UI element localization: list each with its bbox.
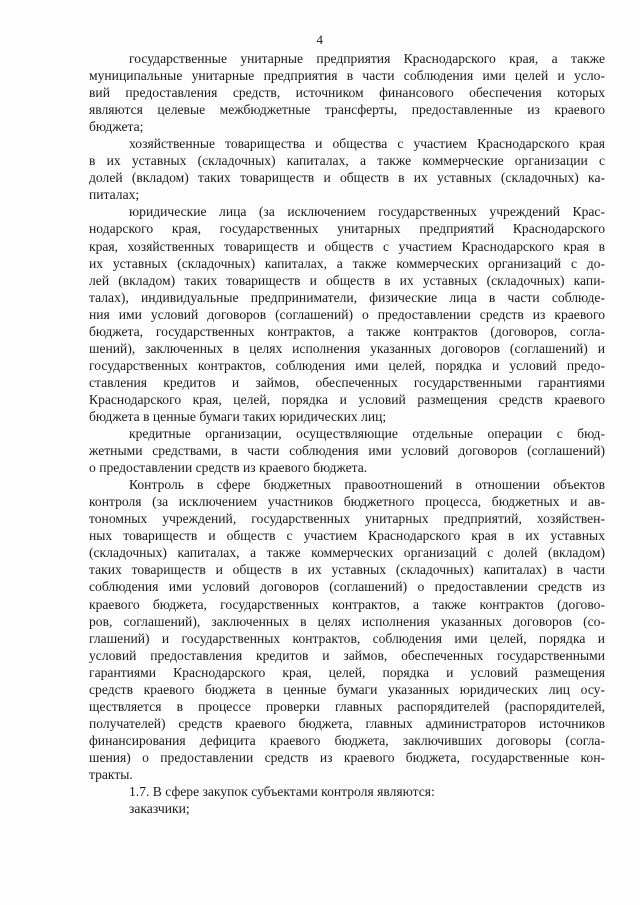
text-line: глашений) и государственных контрактов, соблюдения ими целей, порядка и — [89, 630, 605, 646]
text-line: бюджета в ценные бумаги таких юридических лиц; — [89, 408, 387, 424]
text-line: Контроль в сфере бюджетных правоотношений в отношении объектов — [129, 477, 605, 493]
text-line: заказчики; — [129, 801, 190, 817]
text-line: финансирования дефицита краевого бюджета, заключивших договоры (согла- — [89, 732, 605, 748]
text-line: условий предоставления кредитов и займов, обеспеченных государственными — [89, 647, 605, 663]
text-line: муниципальные унитарные предприятия в части соблюдения ими целей и усло- — [89, 68, 605, 84]
text-line: вий предоставления средств, источником финансового обеспечения которых — [89, 85, 605, 101]
text-line: таких товариществ и обществ в их уставных (складочных) капиталах) в части — [89, 562, 605, 578]
text-line: соблюдения ими условий договоров (соглашений) о предоставлении средств из — [89, 579, 605, 595]
text-line: средств краевого бюджета в ценные бумаги указанных юридических лиц осу- — [89, 681, 605, 697]
text-line: юридические лица (за исключением государственных учреждений Крас- — [129, 204, 605, 220]
text-line: контроля (за исключением участников бюджетного процесса, бюджетных и ав- — [89, 494, 605, 510]
text-line: ществляется в процессе проверки главных распорядителей (распорядителей, — [89, 698, 605, 714]
text-line: Краснодарского края, целей, порядка и условий размещения средств краевого — [89, 391, 605, 407]
text-line: питалах; — [89, 187, 140, 203]
text-line: получателей) средств краевого бюджета, главных администраторов источников — [89, 715, 605, 731]
text-line: жетными средствами, в части соблюдения ими условий договоров (соглашений) — [89, 443, 605, 459]
document-body-text — [89, 50, 605, 817]
text-line: в их уставных (складочных) капиталах, а также коммерческие организации с — [89, 153, 605, 169]
text-line: кредитные организации, осуществляющие отдельные операции с бюд- — [129, 426, 605, 442]
text-line: краевого бюджета, государственных контрактов, а также контрактов (догово- — [89, 596, 605, 612]
text-line: тракты. — [89, 766, 133, 782]
text-line: долей (вкладом) таких товариществ и обществ в их уставных (складочных) ка- — [89, 170, 605, 186]
text-line: нодарского края, государственных унитарных предприятий Краснодарского — [89, 221, 605, 237]
text-line: являются целевые межбюджетные трансферты, предоставленные из краевого — [89, 102, 605, 118]
text-line: государственных контрактов, соблюдения ими целей, порядка и условий предо- — [89, 357, 605, 373]
text-line: гарантиями Краснодарского края, целей, порядка и условий размещения — [89, 664, 605, 680]
text-line: тономных учреждений, государственных унитарных предприятий, хозяйствен- — [89, 511, 605, 527]
text-line: ставления кредитов и займов, обеспеченных государственными гарантиями — [89, 374, 605, 390]
text-line: бюджета; — [89, 119, 144, 135]
text-line: хозяйственные товарищества и общества с участием Краснодарского края — [129, 136, 605, 152]
text-line: 1.7. В сфере закупок субъектами контроля являются: — [129, 784, 435, 800]
text-line: о предоставлении средств из краевого бюджета. — [89, 460, 368, 476]
text-line: шений), заключенных в целях исполнения указанных договоров (соглашений) и — [89, 340, 605, 356]
text-line: лей (вкладом) таких товариществ и обществ в их уставных (складочных) капи- — [89, 272, 605, 288]
text-line: ния ими условий договоров (соглашений) о предоставлении средств из краевого — [89, 306, 605, 322]
text-line: талах), индивидуальные предприниматели, физические лица в части соблюде- — [89, 289, 605, 305]
page-number: 4 — [316, 32, 324, 47]
text-line: ров, соглашений), заключенных в целях исполнения указанных договоров (со- — [89, 613, 605, 629]
text-line: государственные унитарные предприятия Краснодарского края, а также — [129, 51, 605, 66]
text-line: ных товариществ и обществ с участием Краснодарского края в их уставных — [89, 528, 605, 544]
text-line: бюджета, государственных контрактов, а также контрактов (договоров, согла- — [89, 323, 605, 339]
text-line: (складочных) капиталах, а также коммерческих организаций с долей (вкладом) — [89, 545, 605, 561]
text-line: их уставных (складочных) капиталах, а также коммерческих организаций с до- — [89, 255, 605, 271]
text-line: шения) о предоставлении средств из краевого бюджета, государственные кон- — [89, 749, 605, 765]
text-line: края, хозяйственных товариществ и обществ с участием Краснодарского края в — [89, 238, 605, 254]
